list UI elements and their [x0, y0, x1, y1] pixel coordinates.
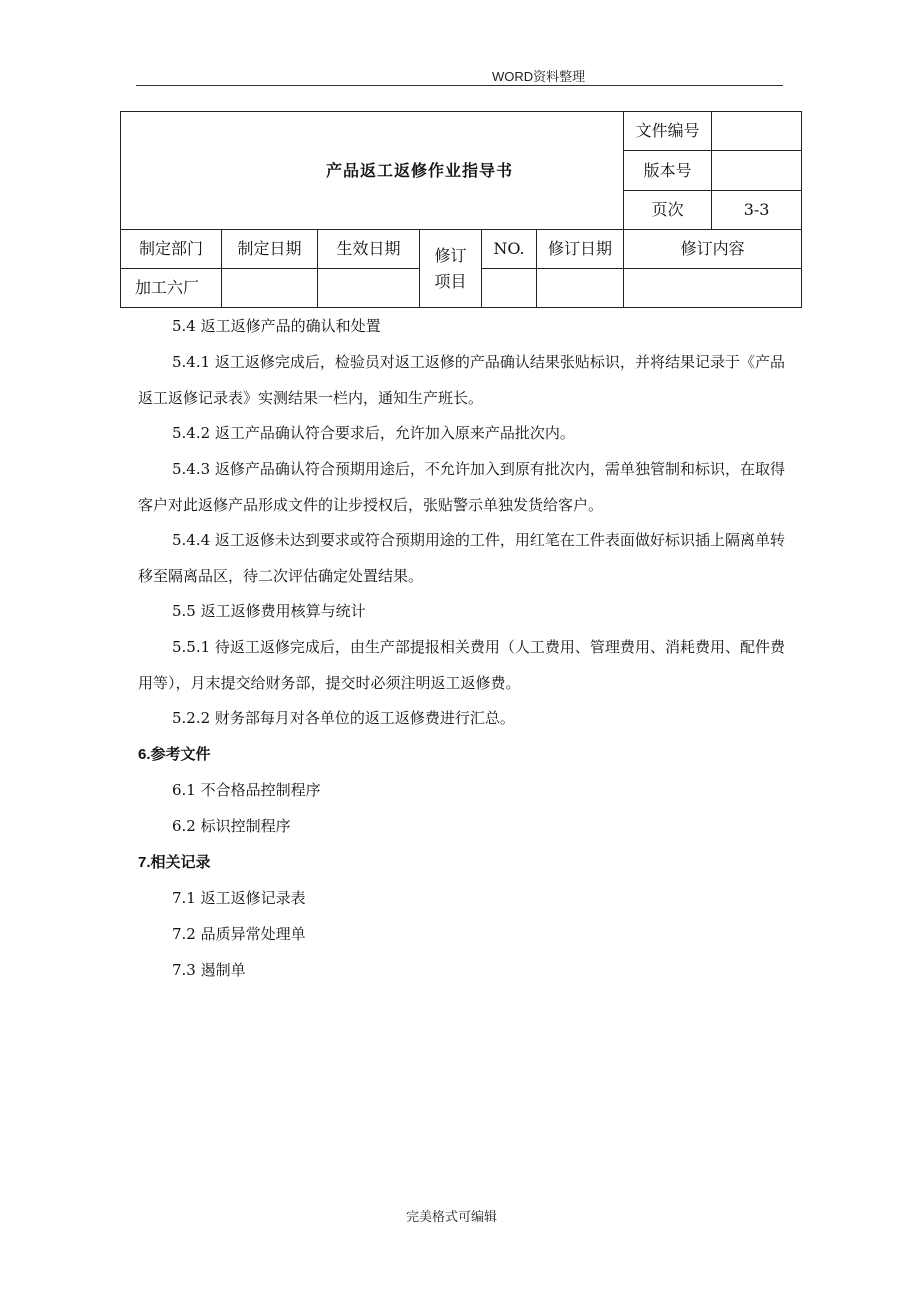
no-label: NO.	[482, 230, 537, 269]
paragraph-5-4-3: 5.4.3 返修产品确认符合预期用途后，不允许加入到原有批次内，需单独管制和标识，在取得客户对此返修产品形成文件的让步授权后，张贴警示单独发货给客户。	[138, 460, 785, 514]
revision-content-value	[624, 269, 802, 308]
paragraph-5-2-2: 5.2.2 财务部每月对各单位的返工返修费进行汇总。	[172, 709, 515, 727]
document-title: 产品返工返修作业指导书	[121, 112, 624, 230]
page-footer: 完美格式可编辑	[406, 1210, 498, 1225]
paragraph-7-3: 7.3 遏制单	[172, 961, 246, 979]
header-rule	[136, 85, 783, 86]
paragraph-6-1: 6.1 不合格品控制程序	[172, 781, 321, 799]
revision-date-value	[537, 269, 624, 308]
dept-label: 制定部门	[121, 230, 222, 269]
file-no-value	[712, 112, 802, 151]
date-label: 制定日期	[222, 230, 318, 269]
paragraph-5-4-4: 5.4.4 返工返修未达到要求或符合预期用途的工件，用红笔在工件表面做好标识插上隔离单转移至隔离品区，待二次评估确定处置结果。	[138, 531, 785, 585]
paragraph-7-1: 7.1 返工返修记录表	[172, 889, 306, 907]
paragraph-6-2: 6.2 标识控制程序	[172, 817, 291, 835]
revision-item-text: 修订项目	[434, 245, 467, 291]
paragraph-5-4-1: 5.4.1 返工返修完成后，检验员对返工返修的产品确认结果张贴标识，并将结果记录于《产品返工返修记录表》实测结果一栏内，通知生产班长。	[138, 353, 785, 407]
version-label: 版本号	[624, 151, 712, 191]
revision-content-label: 修订内容	[624, 230, 802, 269]
paragraph-5-4: 5.4 返工返修产品的确认和处置	[172, 317, 381, 335]
effective-value	[318, 269, 420, 308]
paragraph-7-2: 7.2 品质异常处理单	[172, 925, 306, 943]
page-header: WORD资料整理	[492, 69, 586, 84]
no-value	[482, 269, 537, 308]
file-no-label: 文件编号	[624, 112, 712, 151]
revision-item-label	[420, 230, 482, 308]
paragraph-5-5: 5.5 返工返修费用核算与统计	[172, 602, 366, 620]
document-body	[138, 316, 786, 996]
document-header-table	[120, 111, 802, 308]
page-label: 页次	[624, 191, 712, 230]
section-7-heading: 7.相关记录	[138, 854, 211, 871]
dept-value: 加工六厂	[121, 269, 222, 308]
page-value: 3-3	[712, 191, 802, 230]
effective-label: 生效日期	[318, 230, 420, 269]
paragraph-5-5-1: 5.5.1 待返工返修完成后，由生产部提报相关费用（人工费用、管理费用、消耗费用、配件费用等），月末提交给财务部，提交时必须注明返工返修费。	[138, 638, 785, 692]
section-6-heading: 6.参考文件	[138, 746, 211, 763]
paragraph-5-4-2: 5.4.2 返工产品确认符合要求后，允许加入原来产品批次内。	[172, 424, 575, 442]
date-value	[222, 269, 318, 308]
revision-date-label: 修订日期	[537, 230, 624, 269]
version-value	[712, 151, 802, 191]
